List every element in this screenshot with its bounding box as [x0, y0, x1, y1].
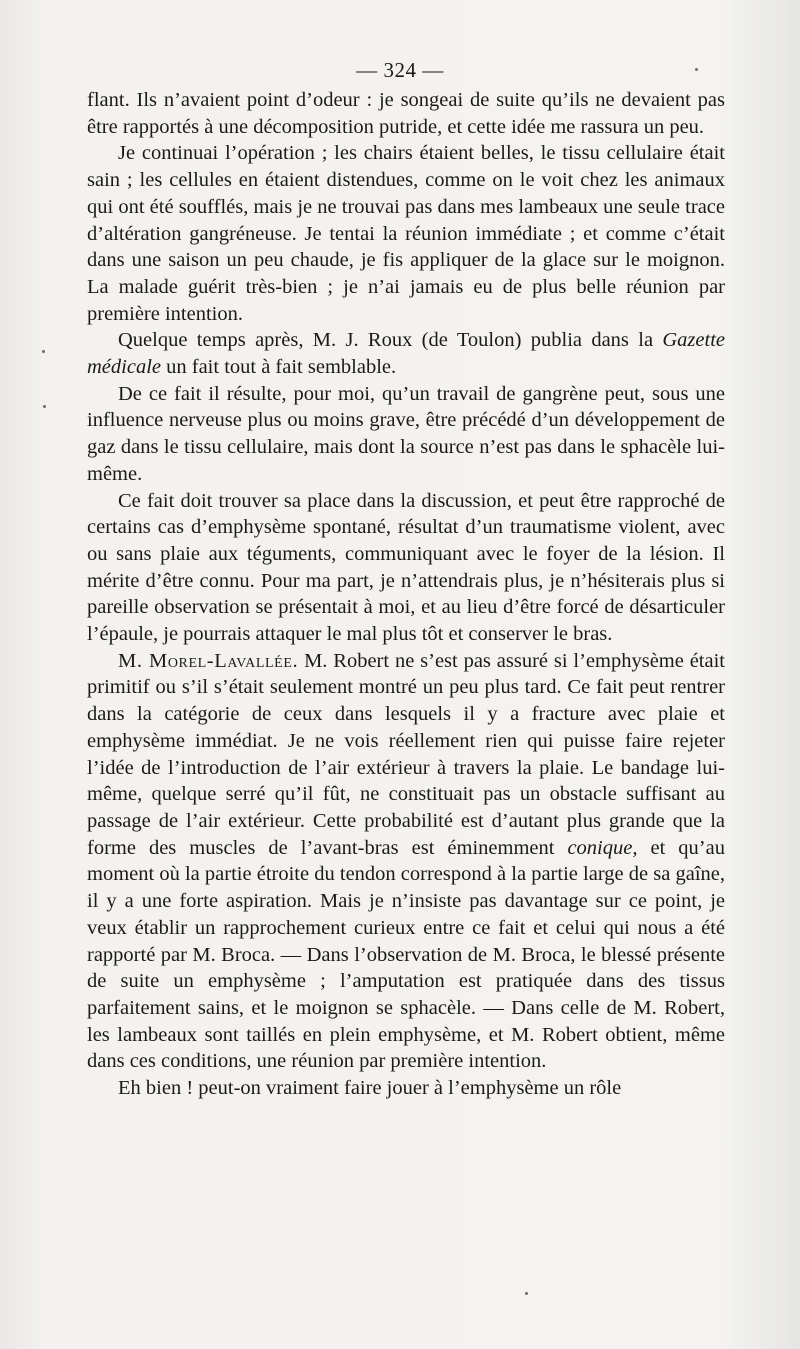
paper-speck: [42, 350, 45, 353]
body-text: [87, 87, 725, 1102]
paragraph-continuation: flant. Ils n’avaient point d’odeur : je songeai de suite qu’ils ne devaient pas être rapportés à une décomposition putride, et cette idée me rassura un peu.: [87, 89, 725, 138]
journal-title: Gazette médicale: [87, 329, 725, 379]
paragraph-conclusion: De ce fait il résulte, pour moi, qu’un travail de gangrène peut, sous une influence nerveuse plus ou moins grave, être précédé d’un développement de gaz dans le tissu cellulaire, mais dont la source n’est pas dans le sphacèle lui-même.: [87, 382, 725, 485]
paper-speck: [695, 68, 698, 71]
paragraph-final: Eh bien ! peut-on vraiment faire jouer à l’emphysème un rôle: [118, 1077, 622, 1100]
emphasized-term: conique,: [567, 836, 638, 859]
paragraph-discussion: Ce fait doit trouver sa place dans la discussion, et peut être rapproché de certains cas d’emphysème spontané, résultat d’un traumatisme violent, avec ou sans plaie aux téguments, communiquant avec le foyer de la lésion. Il mérite d’être connu. Pour ma part, je n’attendrais plus, je n’hésiterais plus si pareille observation se présentait à moi, et au lieu d’être forcé de désarticuler l’épaule, je pourrais attaquer le mal plus tôt et conserver le bras.: [87, 489, 725, 646]
paragraph-roux-text: Quelque temps après, M. J. Roux (de Toulon) publia dans la: [118, 329, 663, 352]
paper-speck: [525, 1292, 528, 1295]
paragraph-morel-text: M. Robert ne s’est pas assuré si l’emphysème était primitif ou s’il s’était seulement montré un peu plus tard. Ce fait peut rentrer dans la catégorie de ceux dans lesquels il y a fracture avec plaie et emphysème immédiat. Je ne vois réellement rien qui puisse faire rejeter l’idée de l’introduction de l’air extérieur à travers la plaie. Le bandage lui-même, quelque serré qu’il fût, ne constituait pas un obstacle suffisant au passage de l’air extérieur. Cette probabilité est d’autant plus grande que la forme des muscles de l’avant-bras est éminemment: [87, 649, 725, 859]
paragraph-roux: [87, 327, 725, 380]
page-number: — 324 —: [356, 58, 444, 82]
paragraph-morel-lavallee: [87, 648, 725, 1075]
paragraph-morel-end: et qu’au moment où la partie étroite du tendon correspond à la partie large de sa gaîne, il y a une forte aspiration. Mais je n’insiste pas davantage sur ce point, je veux établir un rapprochement curieux entre ce fait et celui qui nous a été rapporté par M. Broca. — Dans l’observation de M. Broca, le blessé présente de suite un emphysème ; l’amputation est pratiquée dans des tissus parfaitement sains, et le moignon se sphacèle. — Dans celle de M. Robert, les lambeaux sont taillés en plein emphysème, et M. Robert obtient, même dans ces conditions, une réunion par première intention.: [87, 836, 725, 1073]
speaker-name: M. Morel-Lavallée.: [118, 649, 299, 672]
paragraph-operation: Je continuai l’opération ; les chairs étaient belles, le tissu cellulaire était sain ; les cellules en étaient distendues, comme on le voit chez les animaux qui ont été soufflés, mais je ne trouvai pas dans mes lambeaux une seule trace d’altération gangréneuse. Je tentai la réunion immédiate ; et comme c’était dans une saison un peu chaude, je fis appliquer de la glace sur le moignon. La malade guérit très-bien ; je n’ai jamais eu de plus belle réunion par première intention.: [87, 142, 725, 325]
paragraph-roux-end: un fait tout à fait semblable.: [161, 356, 397, 379]
paper-speck: [43, 405, 46, 408]
